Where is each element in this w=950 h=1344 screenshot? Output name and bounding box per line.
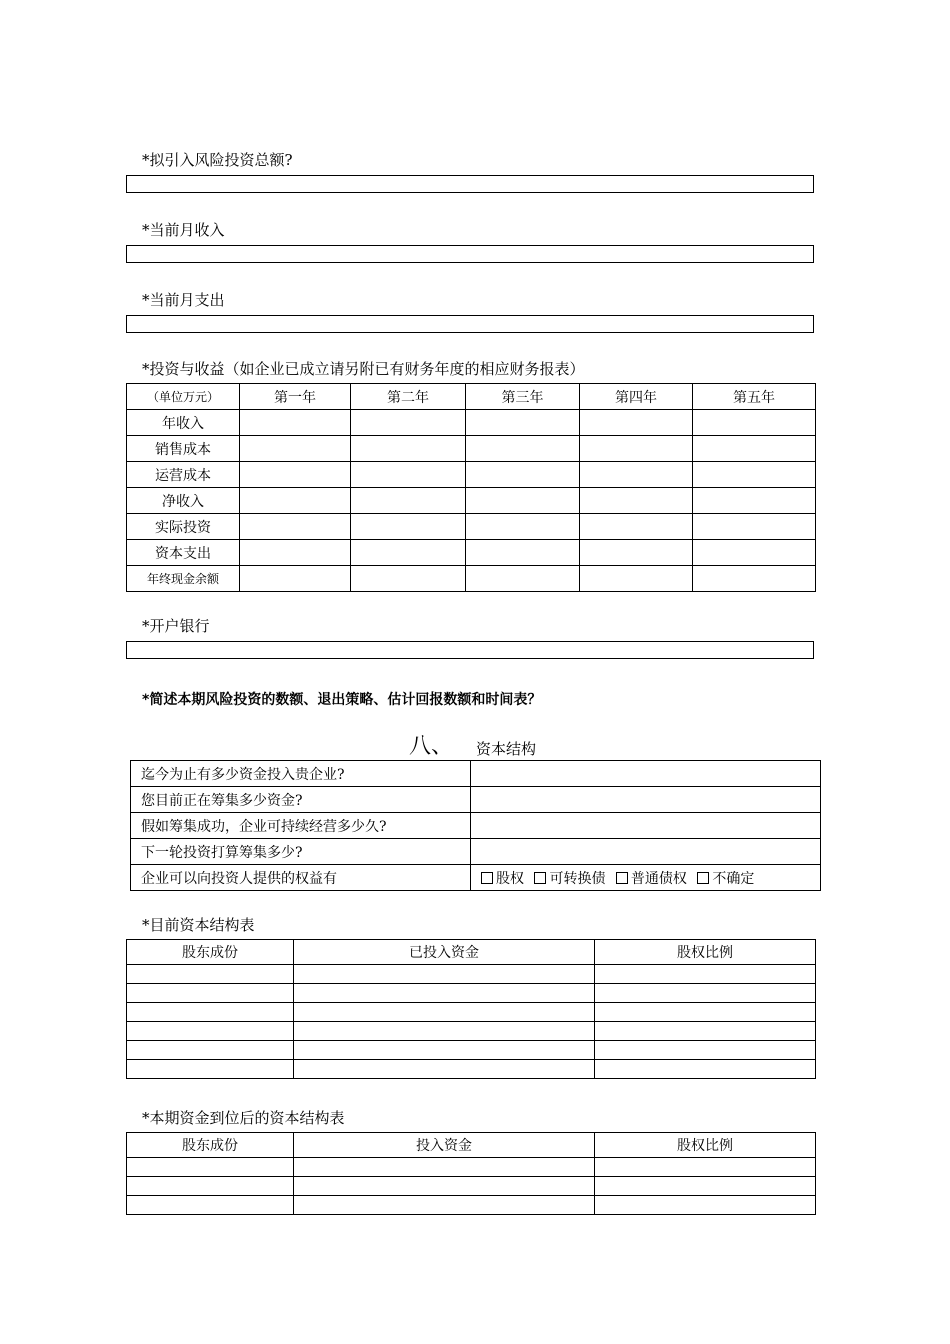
table-row bbox=[127, 1060, 816, 1079]
row-label: 资本支出 bbox=[127, 540, 240, 566]
finance-cell[interactable] bbox=[466, 566, 580, 592]
structure-header-row bbox=[127, 940, 816, 965]
table-cell[interactable] bbox=[294, 1196, 595, 1215]
finance-cell[interactable] bbox=[466, 462, 580, 488]
invested-header: 已投入资金 bbox=[294, 940, 595, 965]
finance-row bbox=[127, 410, 816, 436]
table-row bbox=[127, 1003, 816, 1022]
total-investment-label: *拟引入风险投资总额? bbox=[142, 151, 293, 169]
table-cell[interactable] bbox=[294, 1041, 595, 1060]
table-cell[interactable] bbox=[595, 984, 816, 1003]
finance-cell[interactable] bbox=[351, 462, 466, 488]
after-structure-title: *本期资金到位后的资本结构表 bbox=[142, 1109, 345, 1127]
option-uncertain[interactable]: 不确定 bbox=[697, 871, 754, 887]
table-cell[interactable] bbox=[294, 984, 595, 1003]
question-label: 下一轮投资打算筹集多少? bbox=[131, 839, 471, 865]
checkbox-icon[interactable] bbox=[534, 872, 546, 884]
investment-return-label: *投资与收益（如企业已成立请另附已有财务年度的相应财务报表） bbox=[142, 360, 585, 378]
unit-cell: （单位万元） bbox=[127, 384, 240, 410]
finance-cell[interactable] bbox=[580, 488, 693, 514]
table-cell[interactable] bbox=[127, 1177, 294, 1196]
section-title: 资本结构 bbox=[476, 740, 537, 758]
option-ordinary-debt[interactable]: 普通债权 bbox=[616, 871, 687, 887]
finance-cell[interactable] bbox=[693, 488, 816, 514]
question-row bbox=[131, 787, 821, 813]
shareholder-header: 股东成份 bbox=[127, 1133, 294, 1158]
exit-question: *简述本期风险投资的数额、退出策略、估计回报数额和时间表？ bbox=[142, 692, 542, 708]
answer-cell[interactable] bbox=[471, 813, 821, 839]
checkbox-icon[interactable] bbox=[697, 872, 709, 884]
table-row bbox=[127, 1022, 816, 1041]
finance-row bbox=[127, 462, 816, 488]
shareholder-header: 股东成份 bbox=[127, 940, 294, 965]
finance-cell[interactable] bbox=[466, 410, 580, 436]
finance-cell[interactable] bbox=[466, 514, 580, 540]
finance-cell[interactable] bbox=[580, 436, 693, 462]
table-row bbox=[127, 984, 816, 1003]
question-label: 企业可以向投资人提供的权益有 bbox=[131, 865, 471, 891]
finance-cell[interactable] bbox=[240, 462, 351, 488]
table-cell[interactable] bbox=[294, 1003, 595, 1022]
finance-cell[interactable] bbox=[351, 436, 466, 462]
finance-cell[interactable] bbox=[693, 540, 816, 566]
finance-cell[interactable] bbox=[693, 462, 816, 488]
current-structure-title: *目前资本结构表 bbox=[142, 916, 255, 934]
finance-cell[interactable] bbox=[351, 540, 466, 566]
finance-cell[interactable] bbox=[351, 410, 466, 436]
table-row bbox=[127, 1196, 816, 1215]
table-cell[interactable] bbox=[127, 1022, 294, 1041]
table-cell[interactable] bbox=[294, 1158, 595, 1177]
finance-cell[interactable] bbox=[466, 540, 580, 566]
question-row bbox=[131, 865, 821, 891]
finance-cell[interactable] bbox=[693, 514, 816, 540]
section-number: 八、 bbox=[409, 734, 454, 759]
monthly-expense-label: *当前月支出 bbox=[142, 291, 225, 309]
finance-cell[interactable] bbox=[240, 410, 351, 436]
table-cell[interactable] bbox=[595, 1196, 816, 1215]
table-cell[interactable] bbox=[294, 1060, 595, 1079]
finance-cell[interactable] bbox=[580, 410, 693, 436]
year-header: 第二年 bbox=[351, 384, 466, 410]
finance-table bbox=[126, 383, 816, 592]
monthly-expense-field[interactable] bbox=[126, 315, 814, 333]
row-label: 净收入 bbox=[127, 488, 240, 514]
table-cell[interactable] bbox=[294, 965, 595, 984]
year-header: 第三年 bbox=[466, 384, 580, 410]
capital-questions-table bbox=[130, 760, 821, 891]
answer-cell[interactable] bbox=[471, 787, 821, 813]
question-label: 假如筹集成功，企业可持续经营多少久? bbox=[131, 813, 471, 839]
finance-cell[interactable] bbox=[693, 436, 816, 462]
finance-cell[interactable] bbox=[240, 514, 351, 540]
monthly-income-label: *当前月收入 bbox=[142, 221, 225, 239]
finance-row bbox=[127, 514, 816, 540]
table-cell[interactable] bbox=[127, 1003, 294, 1022]
equity-options bbox=[471, 865, 821, 891]
finance-cell[interactable] bbox=[466, 436, 580, 462]
question-row bbox=[131, 761, 821, 787]
current-structure-table bbox=[126, 939, 816, 1079]
table-cell[interactable] bbox=[294, 1022, 595, 1041]
year-header: 第一年 bbox=[240, 384, 351, 410]
table-cell[interactable] bbox=[595, 1041, 816, 1060]
question-row bbox=[131, 839, 821, 865]
question-label: 您目前正在筹集多少资金? bbox=[131, 787, 471, 813]
table-cell[interactable] bbox=[595, 1060, 816, 1079]
finance-row bbox=[127, 436, 816, 462]
after-structure-table bbox=[126, 1132, 816, 1215]
year-header: 第五年 bbox=[693, 384, 816, 410]
row-label: 实际投资 bbox=[127, 514, 240, 540]
monthly-income-field[interactable] bbox=[126, 245, 814, 263]
table-cell[interactable] bbox=[595, 965, 816, 984]
table-cell[interactable] bbox=[127, 984, 294, 1003]
ratio-header: 股权比例 bbox=[595, 1133, 816, 1158]
option-equity[interactable]: 股权 bbox=[481, 871, 524, 887]
row-label: 运营成本 bbox=[127, 462, 240, 488]
finance-cell[interactable] bbox=[351, 566, 466, 592]
option-convertible-debt[interactable]: 可转换债 bbox=[534, 871, 605, 887]
row-label: 年终现金余额 bbox=[127, 566, 240, 592]
row-label: 年收入 bbox=[127, 410, 240, 436]
finance-cell[interactable] bbox=[580, 540, 693, 566]
finance-row bbox=[127, 488, 816, 514]
finance-row bbox=[127, 540, 816, 566]
year-header: 第四年 bbox=[580, 384, 693, 410]
row-label: 销售成本 bbox=[127, 436, 240, 462]
table-cell[interactable] bbox=[127, 1196, 294, 1215]
finance-cell[interactable] bbox=[240, 566, 351, 592]
table-row bbox=[127, 1041, 816, 1060]
finance-cell[interactable] bbox=[693, 410, 816, 436]
table-cell[interactable] bbox=[294, 1177, 595, 1196]
bank-field[interactable] bbox=[126, 641, 814, 659]
table-cell[interactable] bbox=[595, 1177, 816, 1196]
table-cell[interactable] bbox=[127, 1158, 294, 1177]
question-row bbox=[131, 813, 821, 839]
table-row bbox=[127, 965, 816, 984]
finance-row bbox=[127, 566, 816, 592]
table-cell[interactable] bbox=[595, 1003, 816, 1022]
finance-header-row bbox=[127, 384, 816, 410]
total-investment-field[interactable] bbox=[126, 175, 814, 193]
table-row bbox=[127, 1158, 816, 1177]
table-cell[interactable] bbox=[127, 965, 294, 984]
finance-cell[interactable] bbox=[240, 540, 351, 566]
table-cell[interactable] bbox=[127, 1041, 294, 1060]
question-label: 迄今为止有多少资金投入贵企业? bbox=[131, 761, 471, 787]
table-cell[interactable] bbox=[595, 1022, 816, 1041]
finance-cell[interactable] bbox=[693, 566, 816, 592]
bank-label: *开户银行 bbox=[142, 617, 210, 635]
finance-cell[interactable] bbox=[580, 462, 693, 488]
finance-cell[interactable] bbox=[240, 488, 351, 514]
finance-cell[interactable] bbox=[580, 566, 693, 592]
finance-cell[interactable] bbox=[351, 488, 466, 514]
table-cell[interactable] bbox=[595, 1158, 816, 1177]
finance-cell[interactable] bbox=[580, 514, 693, 540]
structure-header-row bbox=[127, 1133, 816, 1158]
checkbox-icon[interactable] bbox=[616, 872, 628, 884]
finance-cell[interactable] bbox=[240, 436, 351, 462]
finance-cell[interactable] bbox=[351, 514, 466, 540]
finance-cell[interactable] bbox=[466, 488, 580, 514]
table-row bbox=[127, 1177, 816, 1196]
table-cell[interactable] bbox=[127, 1060, 294, 1079]
checkbox-icon[interactable] bbox=[481, 872, 493, 884]
answer-cell[interactable] bbox=[471, 839, 821, 865]
ratio-header: 股权比例 bbox=[595, 940, 816, 965]
invested-header: 投入资金 bbox=[294, 1133, 595, 1158]
answer-cell[interactable] bbox=[471, 761, 821, 787]
